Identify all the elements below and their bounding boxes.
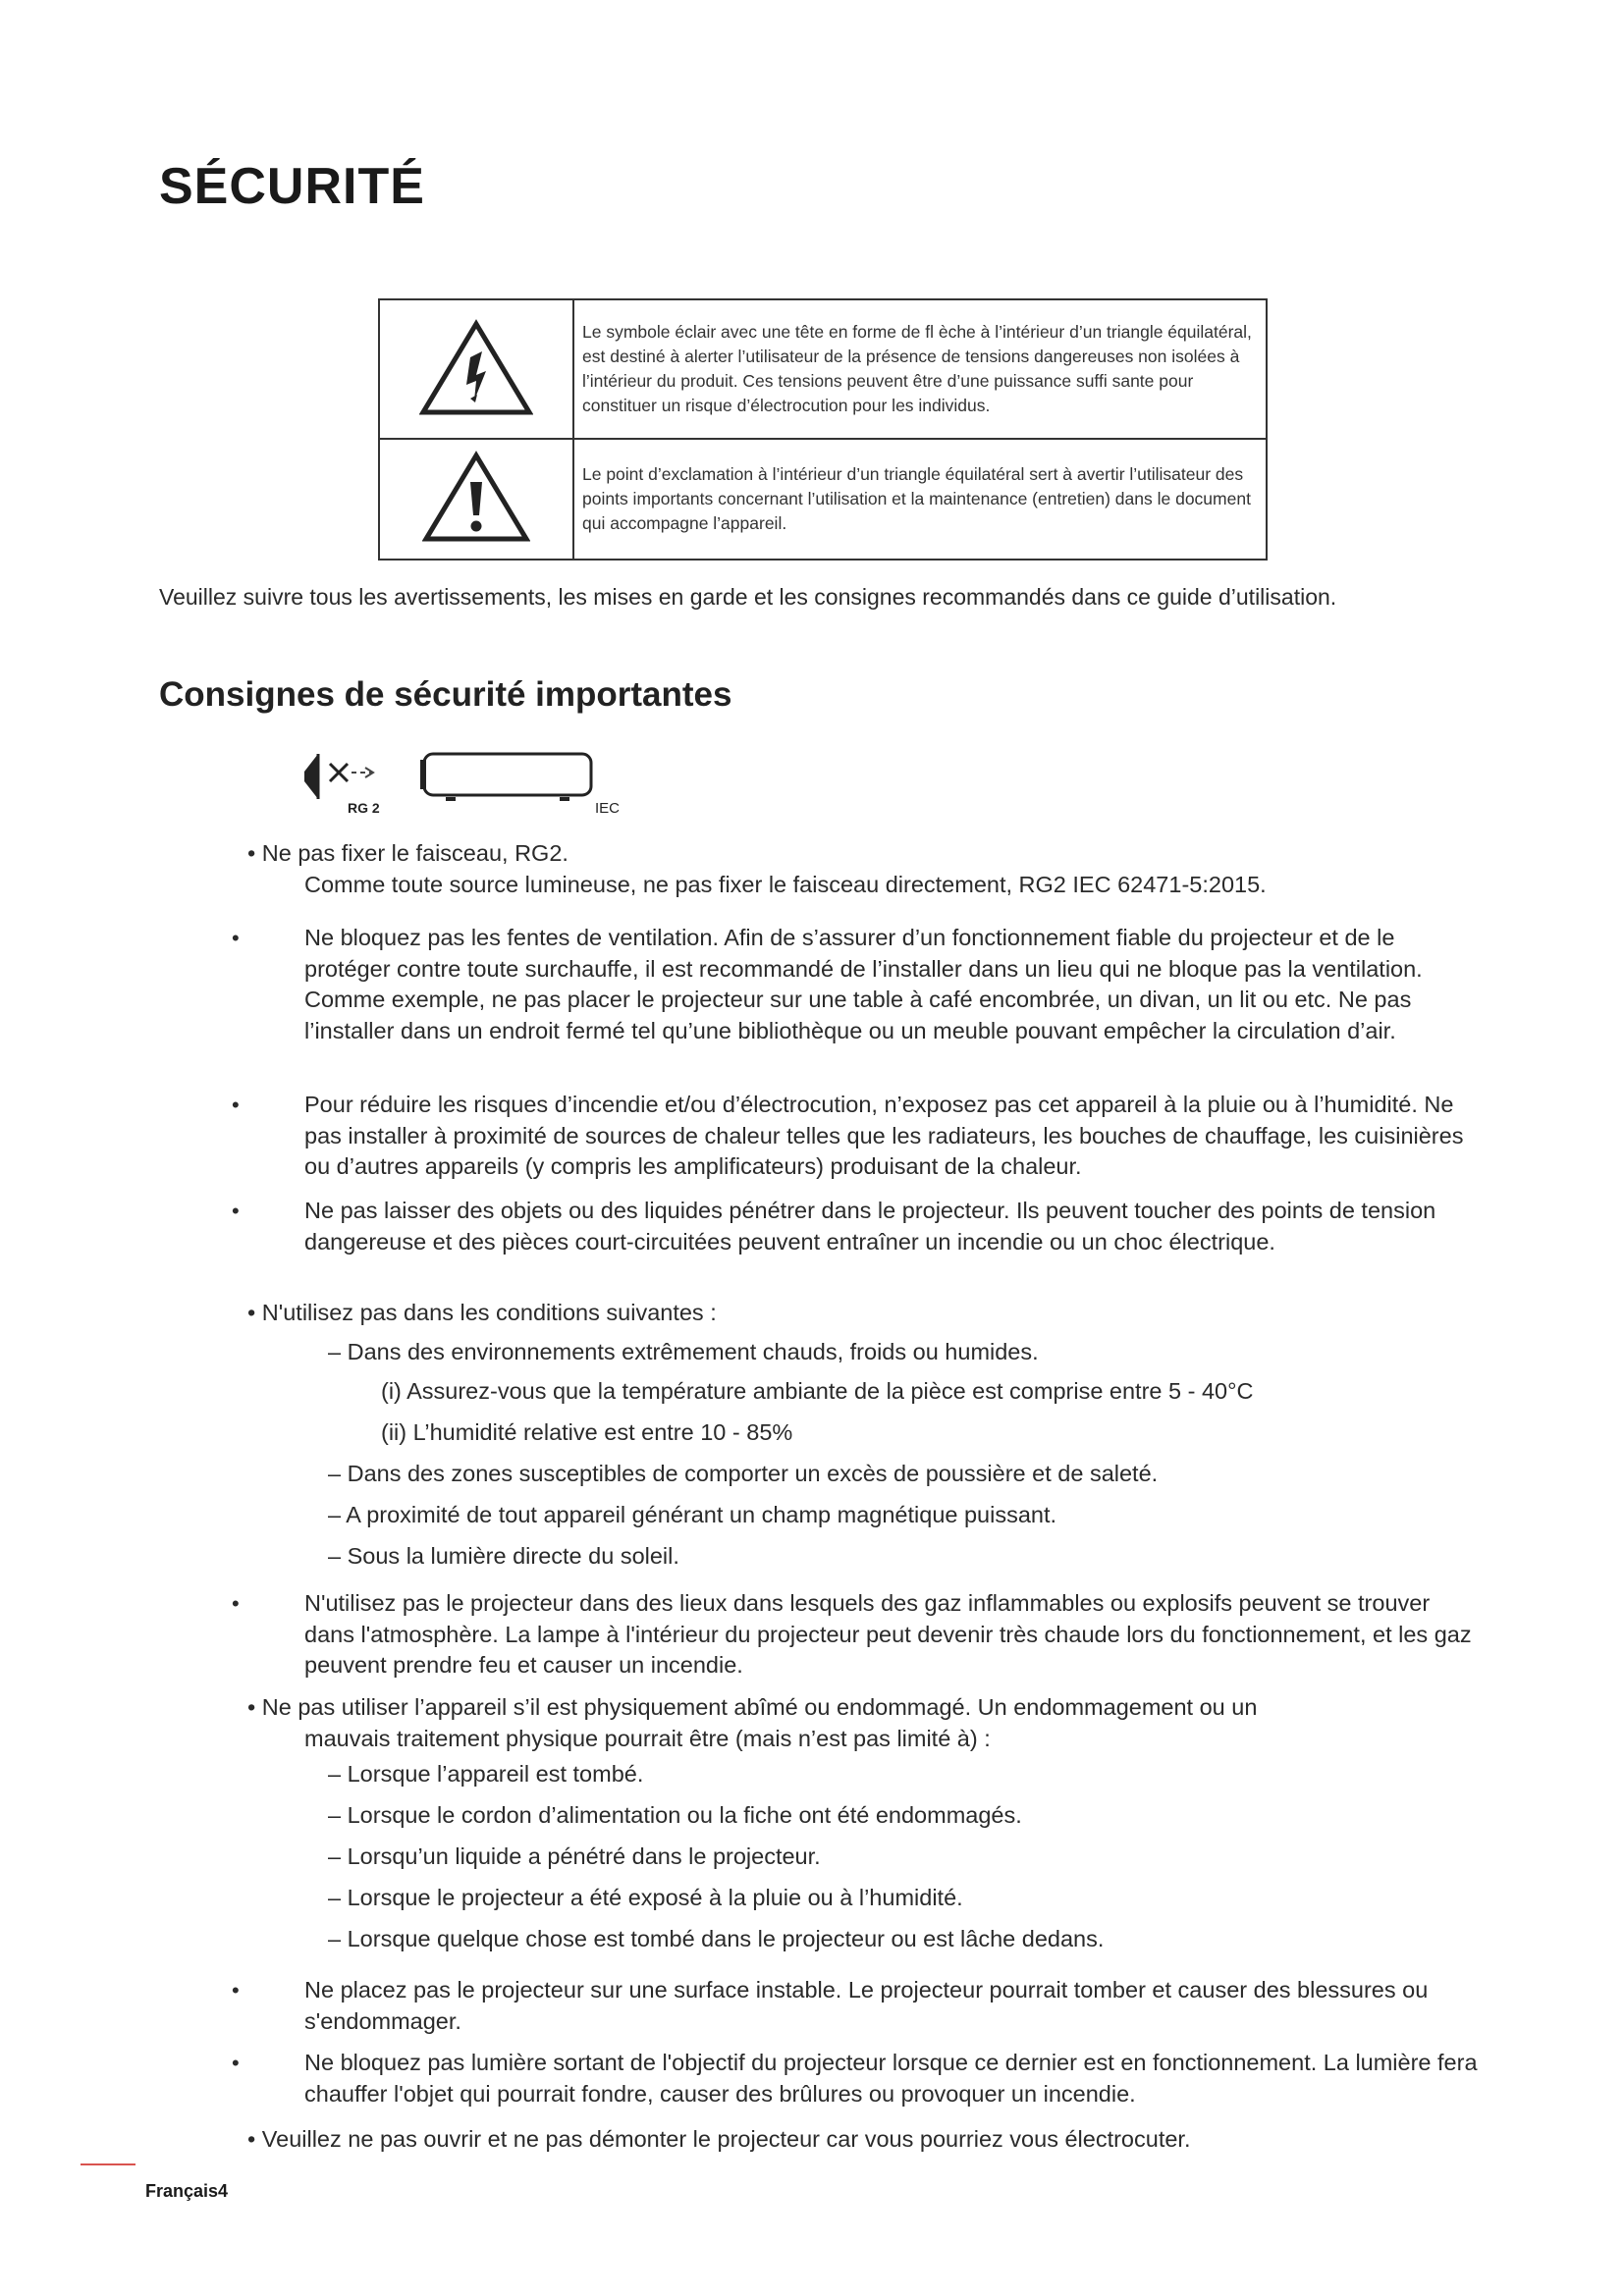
exclamation-symbol-description: Le point d’exclamation à l’intérieur d’un triangle équilatéral sert à avertir l’utilisateur des points importants concernant l’utilisation et la maintenance (entretien) dans le document qui accompagne l’appareil.	[573, 439, 1267, 560]
bullet: •	[232, 1591, 240, 1616]
damage-item: – Lorsque le projecteur a été exposé à la pluie ou à l’humidité.	[328, 1885, 963, 1910]
section-title: Consignes de sécurité importantes	[159, 675, 732, 714]
condition-item: – A proximité de tout appareil générant un champ magnétique puissant.	[328, 1502, 1057, 1527]
intro-paragraph: Veuillez suivre tous les avertissements, les mises en garde et les consignes recommandés dans ce guide d’utilisation.	[159, 584, 1337, 610]
footer-accent-rule	[81, 2163, 135, 2165]
rg2-bullet-title: • Ne pas fixer le faisceau, RG2.	[247, 840, 568, 866]
damage-item: – Lorsque l’appareil est tombé.	[328, 1761, 644, 1787]
condition-item: – Dans des zones susceptibles de comporter un excès de poussière et de saleté.	[328, 1461, 1159, 1486]
safety-symbols-table	[378, 298, 1268, 561]
damage-item: – Lorsqu’un liquide a pénétré dans le projecteur.	[328, 1843, 821, 1869]
iec-label: IEC	[595, 800, 621, 817]
damaged-title-line1: • Ne pas utiliser l’appareil s’il est physiquement abîmé ou endommagé. Un endommagement ou un	[247, 1694, 1258, 1720]
rg2-label: RG 2	[348, 800, 380, 816]
condition-subitem: (i) Assurez-vous que la température ambiante de la pièce est comprise entre 5 - 40°C	[381, 1378, 1254, 1404]
humidity-paragraph: Pour réduire les risques d’incendie et/ou d’électrocution, n’exposez pas cet appareil à la pluie ou à l’humidité. Ne pas installer à proximité de sources de chaleur telles que les radiateurs, les bouches de chauffage, les cuisinières ou d’autres appareils (y compris les amplificateurs) produisant de la chaleur.	[304, 1092, 1464, 1179]
condition-item: – Sous la lumière directe du soleil.	[328, 1543, 679, 1569]
bullet: •	[232, 1199, 240, 1223]
objects-paragraph: Ne pas laisser des objets ou des liquides pénétrer dans le projecteur. Ils peuvent toucher des points de tension dangereuse et des pièces court-circuitées peuvent entraîner un incendie ou un choc électrique.	[304, 1198, 1436, 1255]
exclamation-symbol-row	[379, 439, 1267, 560]
exclamation-warning-icon	[422, 451, 530, 543]
open-warning: • Veuillez ne pas ouvrir et ne pas démonter le projecteur car vous pourriez vous électrocuter.	[247, 2126, 1191, 2152]
footer-page-label: Français4	[145, 2181, 229, 2201]
damage-item: – Lorsque quelque chose est tombé dans le projecteur ou est lâche dedans.	[328, 1926, 1105, 1951]
lightning-warning-icon	[419, 318, 533, 416]
damaged-title-line2: mauvais traitement physique pourrait être (mais n’est pas limité à) :	[304, 1726, 991, 1751]
conditions-title: • N'utilisez pas dans les conditions suivantes :	[247, 1300, 717, 1325]
bullet: •	[232, 2051, 240, 2075]
lens-paragraph: Ne bloquez pas lumière sortant de l'objectif du projecteur lorsque ce dernier est en fonctionnement. La lumière fera chauffer l'objet qui pourrait fondre, causer des brûlures ou provoquer un incendie.	[304, 2050, 1478, 2107]
lightning-symbol-description: Le symbole éclair avec une tête en forme de fl èche à l’intérieur d’un triangle équilatéral, est destiné à alerter l’utilisateur de la présence de tensions dangereuses non isolées à l’intérieur du produit. Ces tensions peuvent être d’une puissance suffi sante pour constituer un risque d’électrocution pour les individus.	[573, 299, 1267, 439]
bullet: •	[232, 1093, 240, 1117]
rg2-warning-figure	[300, 742, 624, 821]
lightning-symbol-row	[379, 299, 1267, 439]
ventilation-paragraph: Ne bloquez pas les fentes de ventilation. Afin de s’assurer d’un fonctionnement fiable du projecteur et de le protéger contre toute surchauffe, il est recommandé de l’installer dans un lieu qui ne bloque pas la ventilation. Comme exemple, ne pas placer le projecteur sur une table à café encombrée, un divan, un lit ou etc. Ne pas l’installer dans un endroit fermé tel qu’une bibliothèque ou un meuble pouvant empêcher la circulation d’air.	[304, 925, 1423, 1043]
condition-subitem: (ii) L’humidité relative est entre 10 - 85%	[381, 1419, 793, 1445]
page-title: SÉCURITÉ	[159, 158, 425, 215]
bullet: •	[232, 1978, 240, 2002]
condition-item: – Dans des environnements extrêmement chauds, froids ou humides.	[328, 1339, 1039, 1364]
rg2-description: Comme toute source lumineuse, ne pas fixer le faisceau directement, RG2 IEC 62471-5:2015.	[304, 872, 1267, 897]
unstable-paragraph: Ne placez pas le projecteur sur une surface instable. Le projecteur pourrait tomber et causer des blessures ou s'endommager.	[304, 1977, 1429, 2034]
bullet: •	[232, 926, 240, 950]
damage-item: – Lorsque le cordon d’alimentation ou la fiche ont été endommagés.	[328, 1802, 1022, 1828]
gas-paragraph: N'utilisez pas le projecteur dans des lieux dans lesquels des gaz inflammables ou explosifs peuvent se trouver dans l'atmosphère. La lampe à l'intérieur du projecteur peut devenir très chaude lors du fonctionnement, et les gaz peuvent prendre feu et causer un incendie.	[304, 1590, 1472, 1678]
